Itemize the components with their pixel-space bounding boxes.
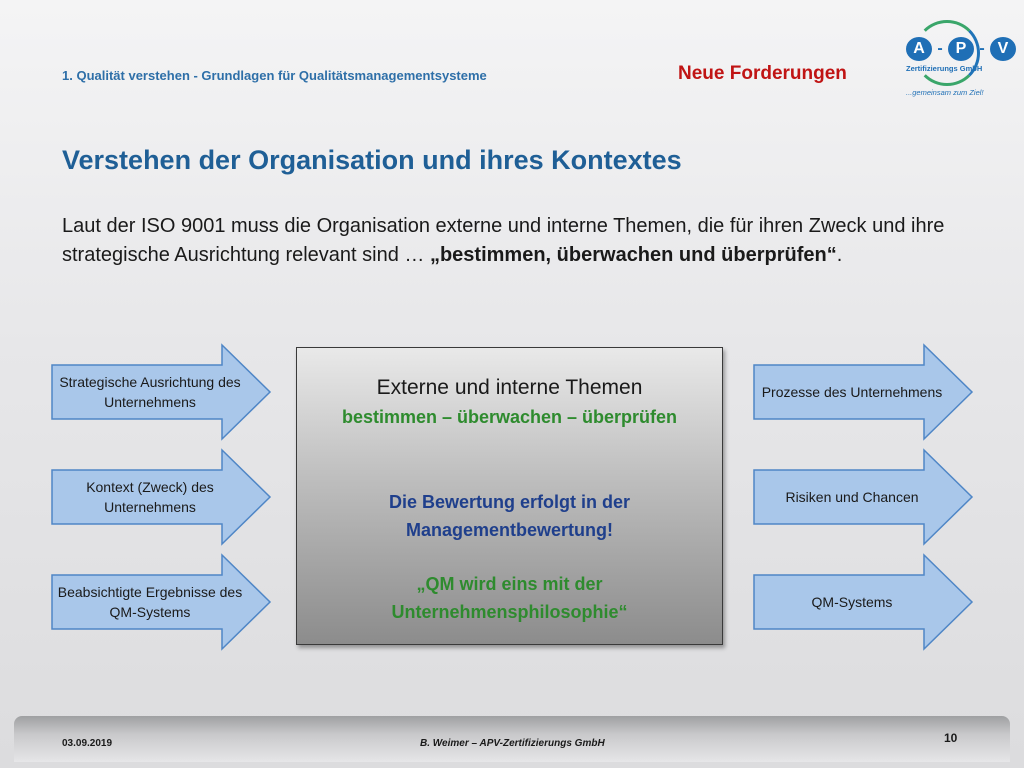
footer-author: B. Weimer – APV-Zertifizierungs GmbH: [420, 738, 605, 749]
section-highlight: Neue Forderungen: [678, 63, 847, 84]
logo-tagline: ...gemeinsam zum Ziel!: [906, 88, 984, 97]
apv-logo: [900, 18, 1009, 100]
logo-dash: -: [937, 40, 943, 57]
body-paragraph: [62, 212, 982, 270]
body-emphasis: „bestimmen, überwachen und überprüfen“: [429, 244, 837, 266]
logo-letter: V: [990, 37, 1016, 61]
arrow-label: Prozesse des Unternehmens: [761, 384, 943, 400]
slide-title: Verstehen der Organisation und ihres Kontextes: [62, 145, 682, 175]
arrow-label: Kontext (Zweck) des Unternehmens: [86, 479, 214, 515]
right-arrow-1: [752, 343, 974, 441]
left-arrow-2: [50, 448, 272, 546]
center-title: Externe und interne Themen: [376, 376, 643, 399]
page-number: 10: [944, 731, 958, 745]
right-arrow-2: [752, 448, 974, 546]
left-arrow-1: [50, 343, 272, 441]
arrow-label: QM-Systems: [811, 594, 893, 610]
arrow-label: Risiken und Chancen: [785, 489, 919, 505]
logo-letter: P: [948, 37, 974, 61]
body-end: .: [836, 244, 843, 266]
logo-dash: -: [979, 40, 985, 57]
center-evaluation: Die Bewertung erfolgt in der Managementbewertung!: [388, 492, 631, 540]
left-arrow-3: [50, 553, 272, 651]
breadcrumb: 1. Qualität verstehen - Grundlagen für Qualitätsmanagementsysteme: [62, 68, 487, 83]
logo-company: Zertifizierungs GmbH: [906, 64, 983, 73]
logo-letters: [906, 37, 1016, 61]
body-text: Laut der ISO 9001 muss die Organisation externe und interne Themen, die für ihren Zweck und ihre strategische Ausrichtung relevant sind …: [62, 215, 945, 266]
arrow-label: Strategische Ausrichtung des Unternehmens: [59, 374, 241, 410]
logo-letter: A: [906, 37, 932, 61]
center-qm-quote: „QM wird eins mit der Unternehmensphilosophie“: [391, 574, 628, 622]
footer-date: 03.09.2019: [62, 738, 113, 749]
right-arrow-3: [752, 553, 974, 651]
arrow-label: Beabsichtigte Ergebnisse des QM-Systems: [57, 584, 243, 620]
center-subtitle: bestimmen – überwachen – überprüfen: [341, 407, 678, 427]
center-themes-box: [296, 347, 723, 645]
